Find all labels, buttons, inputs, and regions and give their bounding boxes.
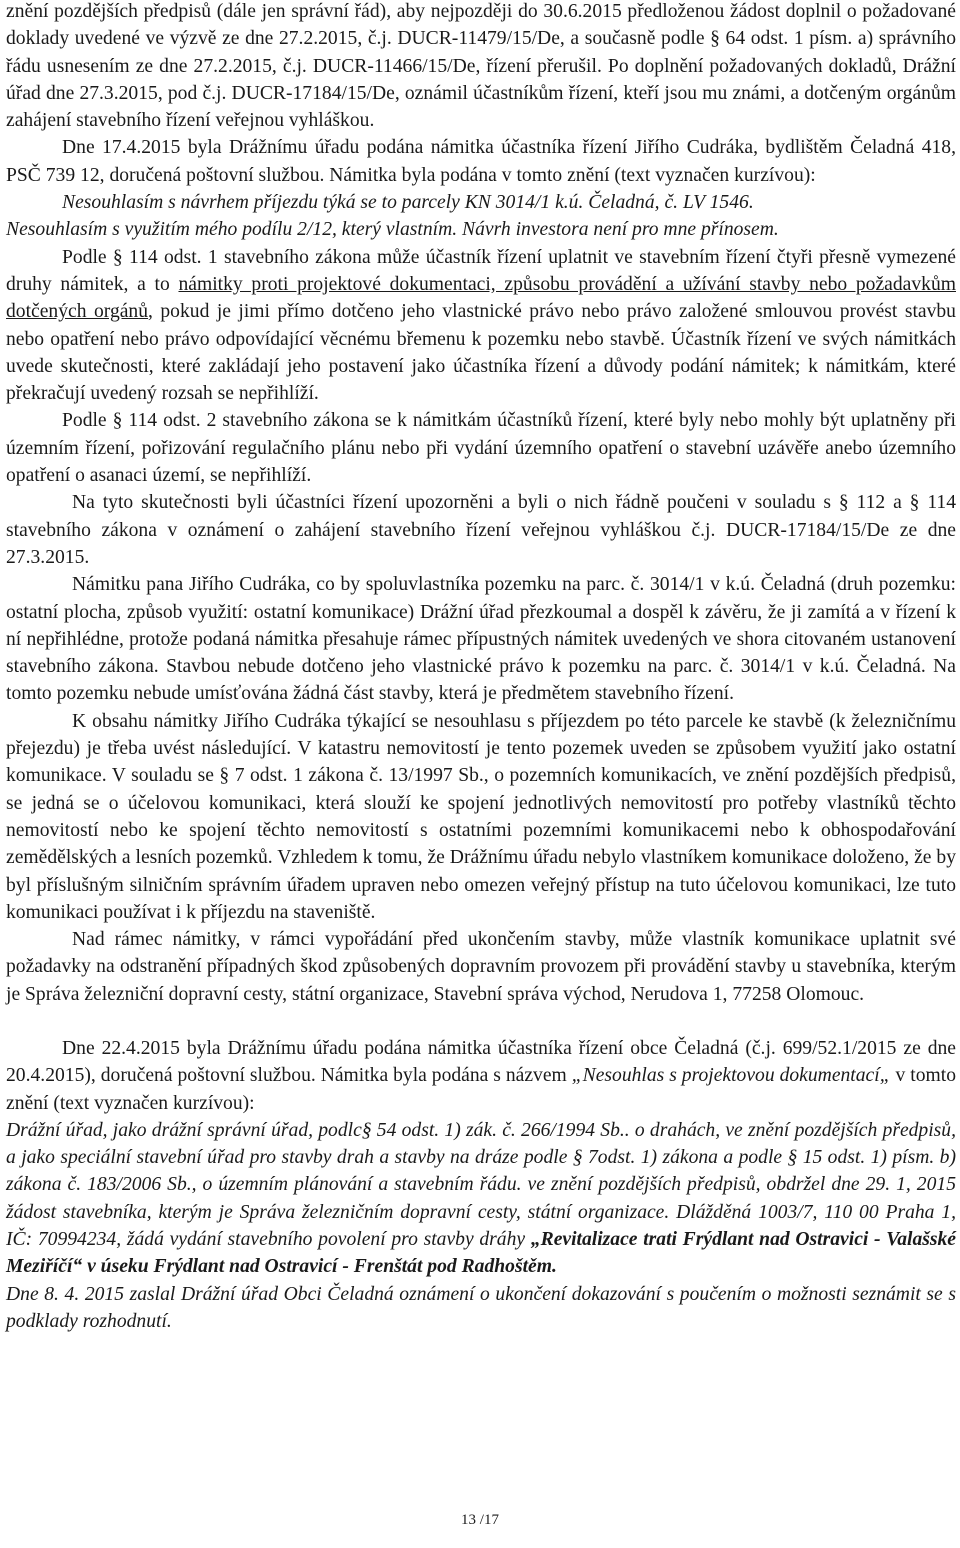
paragraph-decision-cudrak: Námitku pana Jiřího Cudráka, co by spoluvlastníka pozemku na parc. č. 3014/1 v k.ú. Čeladná (druh pozemku: ostatní plocha, způsob využití: ostatní komunikace) Drážní úřad přezkoumal a dospěl k závěru, že ji zamítá a v řízení k ní nepřihlédne, protože podaná námitka přesahuje rámec přípustných námitek uvedených ve shora citovaném ustanovení stavebního zákona. Stavbou nebude dotčeno jeho vlastnické právo k pozemku na parc. č. 3014/1 v k.ú. Čeladná. Na tomto pozemku nebude umísťována žádná část stavby, která je předmětem stavebního řízení. bbox=[6, 574, 956, 705]
paragraph-gap bbox=[6, 1008, 956, 1035]
paragraph-section-114-2: Podle § 114 odst. 2 stavebního zákona se k námitkám účastníků řízení, které byly nebo mohly být uplatněny při územním řízení, pořizování regulačního plánu nebo při vydání územního opatření o stavební uzávěře anebo územního opatření o asanaci území, se nepřihlíží. bbox=[6, 410, 956, 487]
quote-objection-cudrak-2: Nesouhlasím s využitím mého podílu 2/12, který vlastním. Návrh investora není pro mne přínosem. bbox=[6, 219, 779, 241]
paragraph-objection-celadna bbox=[6, 1035, 956, 1117]
quote-celadna-2: Dne 8. 4. 2015 zaslal Drážní úřad Obci Čeladná oznámení o ukončení dokazování s poučením o možnosti seznámit se s podklady rozhodnutí. bbox=[6, 1283, 956, 1332]
paragraph-intro: znění pozdějších předpisů (dále jen správní řád), aby nejpozději do 30.6.2015 předloženou žádost doplnil o požadované doklady uvedené ve výzvě ze dne 27.2.2015, č.j. DUCR-11479/15/De, a současně podle § 64 odst. 1 písm. a) správního řádu usnesením ze dne 27.2.2015, č.j. DUCR-11466/15/De, řízení přerušil. Po doplnění požadovaných dokladů, Drážní úřad dne 27.3.2015, pod č.j. DUCR-17184/15/De, oznámil účastníkům řízení, kteří jsou mu známi, a dotčeným orgánům zahájení stavebního řízení veřejnou vyhláškou. bbox=[6, 1, 956, 132]
document-body bbox=[6, 0, 956, 1335]
quote-celadna-1 bbox=[6, 1117, 956, 1281]
section-114-1-start: Podle § 114 odst. 1 stavebního zákona může účastník řízení uplatnit ve stavebním řízení čtyři přesně vymezené druhy námitek, a to bbox=[6, 246, 956, 295]
section-114-1-underlined: námitky proti projektové dokumentaci, způsobu provádění a užívání stavby nebo požadavkům dotčených orgánů bbox=[6, 273, 956, 323]
paragraph-section-114-1 bbox=[6, 244, 956, 408]
paragraph-access-road: K obsahu námitky Jiřího Cudráka týkající se nesouhlasu s příjezdem po této parcele ke stavbě (k železničnímu přejezdu) je třeba uvést následující. V katastru nemovitostí je tento pozemek uveden se způsobem využití jako ostatní komunikace. V souladu se § 7 odst. 1 zákona č. 13/1997 Sb., o pozemních komunikacích, ve znění pozdějších předpisů, se jedná se o účelovou komunikaci, která slouží ke spojení jednotlivých nemovitostí pro potřeby vlastníků těchto nemovitostí nebo ke spojení těchto nemovitostí s ostatními pozemními komunikacemi nebo k obhospodařování zemědělských a lesních pozemků. Vzhledem k tomu, že Drážnímu úřadu nebylo vlastníkem komunikace doloženo, že by byl příslušným silničním správním úřadem upraven nebo omezen veřejný přístup na tuto účelovou komunikaci, lze tuto komunikaci používat i k příjezdu na staveniště. bbox=[6, 710, 956, 923]
quote-celadna-1-bold: „Revitalizace trati Frýdlant nad Ostravici - Valašské Meziříčí“ v úseku Frýdlant nad Ostravicí - Frenštát pod Radhoštěm. bbox=[6, 1229, 956, 1278]
section-114-1-end: , pokud je jimi přímo dotčeno jeho vlastnické právo nebo právo založené smlouvou provést stavbu nebo opatření nebo právo odpovídající věcnému břemenu k pozemku nebo stavbě. Účastník řízení ve svých námitkách uvede skutečnosti, které zakládají jeho postavení jako účastníka řízení a důvody podání námitek; k námitkám, které překračují uvedený rozsah se nepřihlíží. bbox=[6, 301, 956, 405]
objection-celadna-title: „Nesouhlas s projektovou dokumentací„ bbox=[571, 1065, 891, 1087]
paragraph-objection-cudrak: Dne 17.4.2015 byla Drážnímu úřadu podána námitka účastníka řízení Jiřího Cudráka, bydlištěm Čeladná 418, PSČ 739 12, doručená poštovní službou. Námitka byla podána v tomto znění (text vyznačen kurzívou): bbox=[6, 137, 956, 186]
objection-celadna-end: v tomto znění (text vyznačen kurzívou): bbox=[6, 1065, 956, 1114]
objection-celadna-start: Dne 22.4.2015 byla Drážnímu úřadu podána námitka účastníka řízení obce Čeladná (č.j. 699/52.1/2015 ze dne 20.4.2015), doručená poštovní službou. Námitka byla podána s názvem bbox=[6, 1037, 956, 1087]
quote-celadna-1-text: Drážní úřad, jako drážní správní úřad, podlc§ 54 odst. 1) zák. č. 266/1994 Sb.. o drahách, ve znění pozdějších předpisů, a jako speciální stavební úřad pro stavby drah a stavby na dráze podle § 7odst. 1) zákona a podle § 15 odst. 1) písm. b) zákona č. 183/2006 Sb., o územním plánování a stavebním řádu. ve znění pozdějších předpisů, obdržel dne 29. 1, 2015 žádost stavebníka, kterým je Správa železničním dopravní cesty, státní organizace. Dlážděná 1003/7, 110 00 Praha 1, IČ: 70994234, žádá vydání stavebního povolení pro stavby dráhy bbox=[6, 1119, 956, 1251]
quote-objection-cudrak-1: Nesouhlasím s návrhem příjezdu týká se to parcely KN 3014/1 k.ú. Čeladná, č. LV 1546. bbox=[62, 192, 754, 214]
paragraph-beyond-objection: Nad rámec námitky, v rámci vypořádání před ukončením stavby, může vlastník komunikace uplatnit své požadavky na odstranění případných škod způsobených dopravním provozem při provádění stavby u stavebníka, kterým je Správa železniční dopravní cesty, státní organizace, Stavební správa východ, Nerudova 1, 77258 Olomouc. bbox=[6, 929, 956, 1005]
paragraph-notification: Na tyto skutečnosti byli účastníci řízení upozorněni a byli o nich řádně poučeni v souladu s § 112 a § 114 stavebního zákona v oznámení o zahájení stavebního řízení veřejnou vyhláškou č.j. DUCR-17184/15/De ze dne 27.3.2015. bbox=[6, 492, 956, 568]
page-number: 13 /17 bbox=[461, 1512, 499, 1528]
